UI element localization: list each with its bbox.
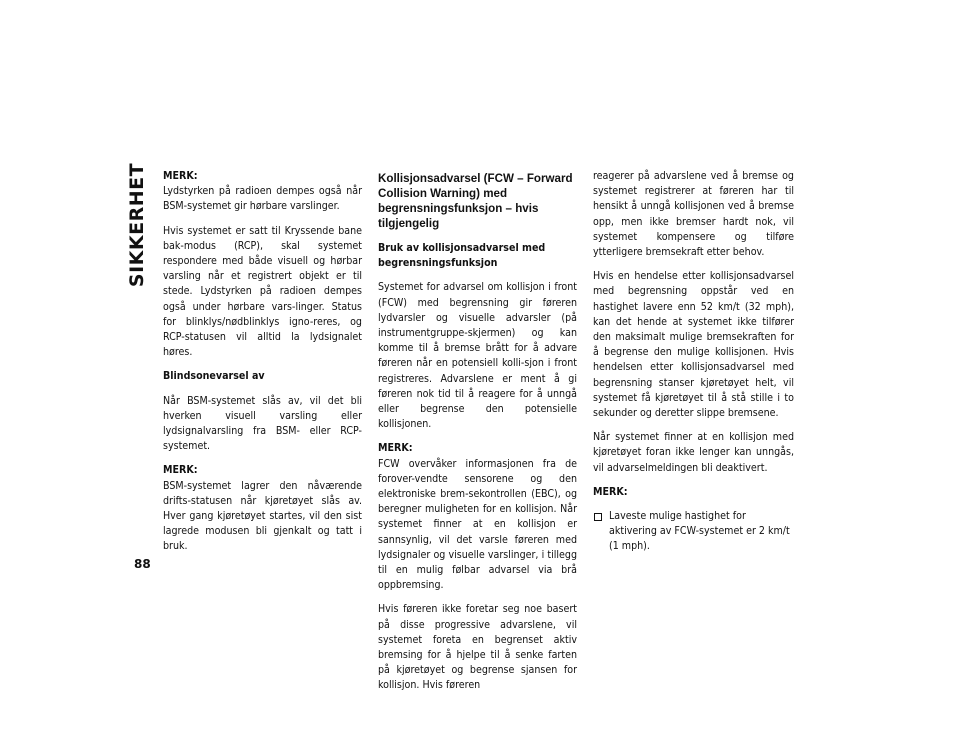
note-radio-volume xyxy=(163,169,362,215)
column-left xyxy=(163,169,362,564)
subheading-blind-spot-off: Blindsonevarsel av xyxy=(163,370,265,383)
note-fcw-sensors xyxy=(378,441,577,593)
column-right xyxy=(593,169,794,555)
section-tab xyxy=(120,164,154,286)
paragraph-bsm-off: Når BSM-systemet slås av, vil det bli hverken visuell varsling eller lydsignalvarsling fra BSM- eller RCP-systemet. xyxy=(163,394,362,453)
bullet-text: Laveste mulige hastighet for aktivering av FCW-systemet er 2 km/t (1 mph). xyxy=(609,510,790,553)
page-number: 88 xyxy=(134,557,151,571)
subheading-fcw-usage: Bruk av kollisjonsadvarsel med begrensningsfunksjon xyxy=(378,242,546,270)
note-text: FCW overvåker informasjonen fra de forover-vendte sensorene og den elektroniske brem-sekontrollen (EBC), og beregner muligheten for en kollisjon. Når systemet finner at en kollisjon er sannsynlig, vil det varsle føreren med lydsignaler og visuelle varslinger, i tillegg til en mulig følbar advarsel via brå oppbremsing. xyxy=(378,457,577,592)
note-bsm-memory xyxy=(163,463,362,554)
column-middle xyxy=(378,169,577,703)
section-heading-fcw: Kollisjonsadvarsel (FCW – Forward Collision Warning) med begrensningsfunksjon – hvis tilgjengelig xyxy=(378,172,573,230)
paragraph-fcw-intro: Systemet for advarsel om kollisjon i front (FCW) med begrensning gir føreren lydvarsler og visuelle advarsler (på instrumentgruppe-skjermen) og kan komme til å bremse brått for å advare føreren når en potensiell kolli-sjon i front registreres. Advarslene er ment å gi føreren nok tid til å reagere for å unngå eller begrense den potensielle kollisjonen. xyxy=(378,281,577,431)
paragraph-brake-assist: reagerer på advarslene ved å bremse og systemet registrerer at føreren har til hensikt å unngå kollisjonen ved å bremse opp, men ikke bremser hardt nok, vil systemet kompensere og tilføre ytterligere bremsekraft etter behov. xyxy=(593,170,794,259)
note-text: BSM-systemet lagrer den nåværende drifts-statusen når kjøretøyet slås av. Hver gang kjøretøyet startes, vil den sist lagrede modusen bli gjenkalt og tatt i bruk. xyxy=(163,479,362,553)
paragraph-fcw-braking: Hvis føreren ikke foretar seg noe basert på disse progressive advarslene, vil systemet foreta en begrenset aktiv bremsing for å hjelpe til å senke farten på kjøretøyet og begrense sjansen for kollisjon. Hvis føreren xyxy=(378,603,577,692)
bullet-item xyxy=(593,509,794,555)
paragraph-warning-deactivated: Når systemet finner at en kollisjon med kjøretøyet foran ikke lenger kan unngås, vil advarselmeldingen bli deaktivert. xyxy=(593,431,794,474)
section-tab-label: SIKKERHET xyxy=(126,162,148,288)
note-label: MERK: xyxy=(593,485,628,498)
note-label: MERK: xyxy=(378,442,413,455)
note-text: Lydstyrken på radioen dempes også når BSM-systemet gir hørbare varslinger. xyxy=(163,185,362,213)
note-label: MERK: xyxy=(163,464,198,477)
paragraph-low-speed: Hvis en hendelse etter kollisjonsadvarsel med begrensning oppstår ved en hastighet lavere enn 52 km/t (32 mph), kan det hende at systemet ikke tilfører den maksimalt mulige bremsekraften for å begrense den mulige kollisjonen. Hvis hendelsen etter kollisjonsadvarsel med begrensning stanser kjøretøyet helt, vil systemet få kjøretøyet til å stå stille i to sekunder og deretter slippe bremsene. xyxy=(593,270,794,420)
checkbox-bullet-icon xyxy=(594,513,602,521)
note-label: MERK: xyxy=(163,170,198,182)
paragraph-rcp-mode: Hvis systemet er satt til Kryssende bane bak-modus (RCP), skal systemet respondere med både visuell og hørbar varsling når et registrert objekt er til stede. Lydstyrken på radioen dempes også under hørbare vars-linger. Status for blinklys/nødblinklys igno-reres, og RCP-statusen vil alltid la lydsignalet høres. xyxy=(163,224,362,359)
